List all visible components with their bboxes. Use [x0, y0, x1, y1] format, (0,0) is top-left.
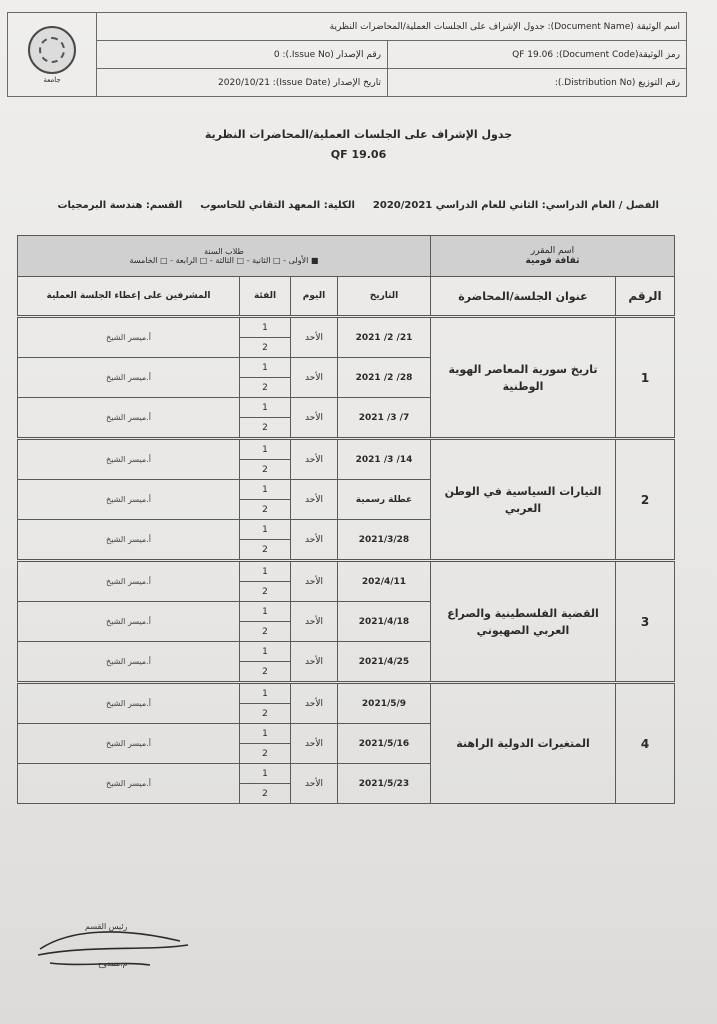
supervisor-cell: أ.ميسر الشيخ	[18, 602, 240, 642]
session-date: 2021/5/16	[338, 724, 431, 764]
university-logo-icon	[28, 26, 76, 74]
course-value: ثقافة قومية	[525, 256, 580, 266]
group-cell: 1	[240, 764, 291, 784]
supervisor-cell: أ.ميسر الشيخ	[18, 724, 240, 764]
group-cell: 1	[240, 398, 291, 418]
supervisor-cell: أ.ميسر الشيخ	[18, 398, 240, 439]
group-cell: 2	[240, 582, 291, 602]
session-date: 202/4/11	[338, 561, 431, 602]
semester: الفصل / العام الدراسي: الثاني للعام الدراسي 2020/2021	[372, 200, 659, 211]
col-day: اليوم	[291, 277, 338, 317]
row-topic: تاريخ سورية المعاصر الهوية الوطنية	[431, 317, 616, 439]
group-cell: 2	[240, 662, 291, 683]
supervisor-cell: أ.ميسر الشيخ	[18, 317, 240, 358]
table-row	[18, 439, 675, 460]
logo-cell	[8, 13, 97, 97]
row-topic: المتغيرات الدولية الراهنة	[431, 683, 616, 804]
department: القسم: هندسة البرمجيات	[57, 200, 183, 211]
course-label: اسم المقرر	[530, 246, 575, 256]
session-date: 21/ 2/ 2021	[338, 317, 431, 358]
session-date: 28/ 2/ 2021	[338, 358, 431, 398]
table-row	[18, 317, 675, 338]
document-header	[7, 12, 687, 97]
session-day: الأحد	[291, 764, 338, 804]
document-code-title: QF 19.06	[330, 148, 387, 161]
group-cell: 2	[240, 622, 291, 642]
group-cell: 1	[240, 724, 291, 744]
session-day: الأحد	[291, 520, 338, 561]
table-row	[18, 561, 675, 582]
group-cell: 1	[240, 317, 291, 338]
group-cell: 2	[240, 540, 291, 561]
group-cell: 2	[240, 378, 291, 398]
row-topic: التيارات السياسية في الوطن العربي	[431, 439, 616, 561]
college: الكلية: المعهد التقاني للحاسوب	[200, 200, 355, 211]
session-day: الأحد	[291, 602, 338, 642]
group-cell: 1	[240, 642, 291, 662]
schedule-table	[17, 235, 675, 804]
group-cell: 2	[240, 744, 291, 764]
session-day: الأحد	[291, 724, 338, 764]
session-date: 2021/5/23	[338, 764, 431, 804]
supervisor-cell: أ.ميسر الشيخ	[18, 764, 240, 804]
table-header-row	[18, 277, 675, 317]
distribution-no: رقم التوزيع (Distribution No.):	[387, 69, 686, 97]
supervisor-cell: أ.ميسر الشيخ	[18, 561, 240, 602]
session-day: الأحد	[291, 358, 338, 398]
document-code: رمز الوثيقة(Document Code): QF 19.06	[387, 41, 686, 69]
col-supervisor: المشرفين على إعطاء الجلسة العملية	[18, 277, 240, 317]
supervisor-cell: أ.ميسر الشيخ	[18, 683, 240, 724]
session-day: الأحد	[291, 439, 338, 480]
supervisor-cell: أ.ميسر الشيخ	[18, 480, 240, 520]
group-cell: 2	[240, 500, 291, 520]
row-topic: القضية الفلسطينية والصراع العربي الصهيوني	[431, 561, 616, 683]
supervisor-cell: أ.ميسر الشيخ	[18, 439, 240, 480]
supervisor-cell: أ.ميسر الشيخ	[18, 642, 240, 683]
col-date: التاريخ	[338, 277, 431, 317]
group-cell: 1	[240, 480, 291, 500]
row-number: 2	[616, 439, 675, 561]
session-day: الأحد	[291, 683, 338, 724]
session-day: الأحد	[291, 480, 338, 520]
supervisor-cell: أ.ميسر الشيخ	[18, 520, 240, 561]
group-cell: 2	[240, 338, 291, 358]
signature-title: رئيس القسم	[85, 922, 128, 931]
col-topic: عنوان الجلسة/المحاضرة	[431, 277, 616, 317]
session-date: 2021/4/18	[338, 602, 431, 642]
session-day: الأحد	[291, 398, 338, 439]
students-options: ■ الأولى - □ الثانية - □ الثالثة - □ الرابعة - □ الخامسة	[129, 256, 319, 265]
group-cell: 1	[240, 358, 291, 378]
students-label: طلاب السنة	[204, 247, 244, 256]
session-date: 14/ 3/ 2021	[338, 439, 431, 480]
row-number: 4	[616, 683, 675, 804]
group-cell: 1	[240, 520, 291, 540]
session-date: عطلة رسمية	[338, 480, 431, 520]
group-cell: 2	[240, 704, 291, 724]
col-num: الرقم	[616, 277, 675, 317]
group-cell: 2	[240, 418, 291, 439]
group-cell: 1	[240, 683, 291, 704]
row-number: 3	[616, 561, 675, 683]
page-title: جدول الإشراف على الجلسات العملية/المحاضرات النظرية	[204, 128, 513, 141]
course-cell	[431, 236, 675, 277]
session-day: الأحد	[291, 561, 338, 602]
signature-block	[30, 915, 200, 985]
session-date: 2021/5/9	[338, 683, 431, 724]
group-cell: 1	[240, 561, 291, 582]
group-cell: 1	[240, 602, 291, 622]
session-date: 2021/4/25	[338, 642, 431, 683]
table-row	[18, 683, 675, 704]
col-group: الفئة	[240, 277, 291, 317]
signature-name: م.ممدوح	[98, 959, 128, 968]
session-day: الأحد	[291, 642, 338, 683]
issue-no: رقم الإصدار (Issue No.): 0	[97, 41, 388, 69]
group-cell: 1	[240, 439, 291, 460]
meta-line	[39, 200, 659, 211]
students-cell	[18, 236, 431, 277]
logo-text: جامعة	[43, 75, 61, 84]
document-name: اسم الوثيقة (Document Name): جدول الإشراف على الجلسات العملية/المحاضرات النظرية	[97, 13, 687, 41]
session-date: 7/ 3/ 2021	[338, 398, 431, 439]
supervisor-cell: أ.ميسر الشيخ	[18, 358, 240, 398]
row-number: 1	[616, 317, 675, 439]
session-day: الأحد	[291, 317, 338, 358]
session-date: 2021/3/28	[338, 520, 431, 561]
group-cell: 2	[240, 784, 291, 804]
group-cell: 2	[240, 460, 291, 480]
issue-date: تاريخ الإصدار (Issue Date): 2020/10/21	[97, 69, 388, 97]
